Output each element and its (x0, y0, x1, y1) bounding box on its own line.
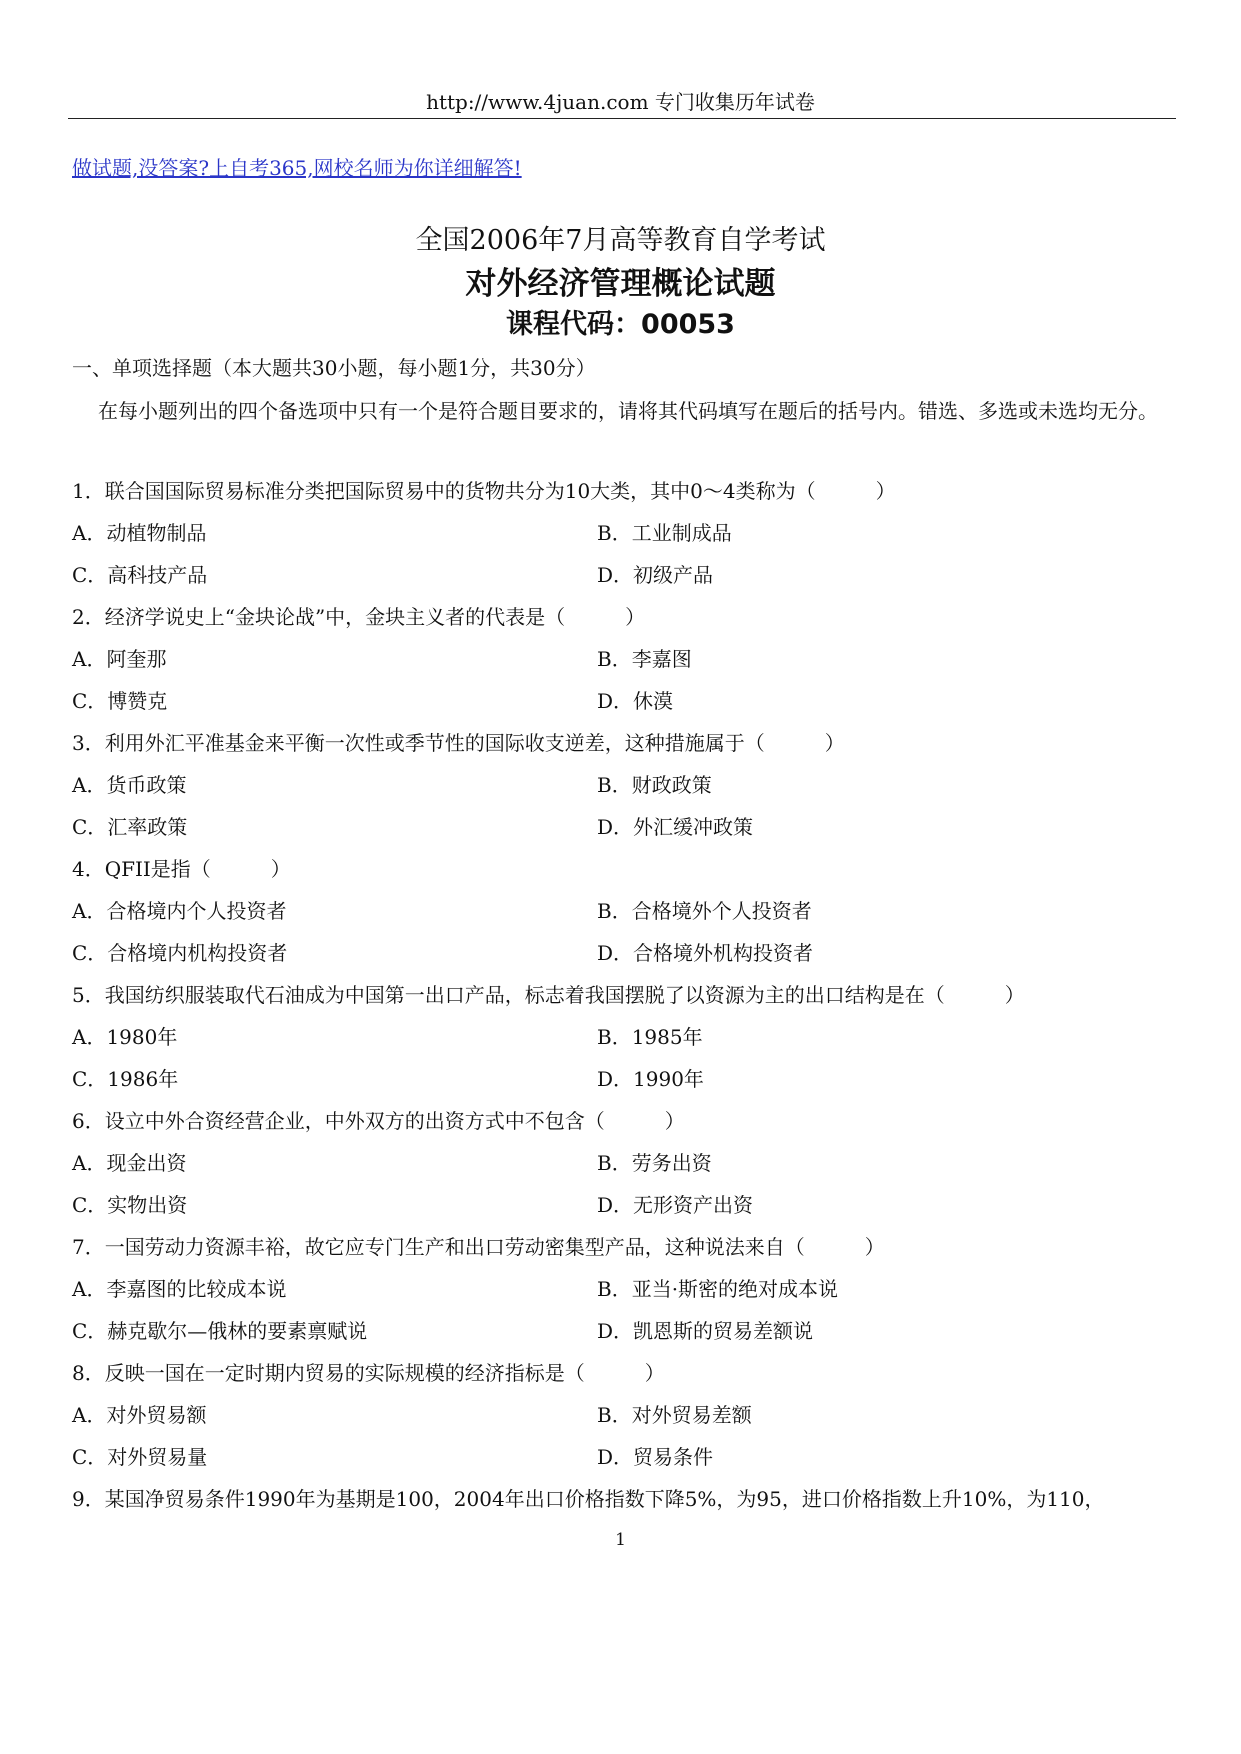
option-row (72, 512, 1182, 554)
option-a: A．合格境内个人投资者 (72, 899, 287, 923)
option-c: C．博赞克 (72, 689, 168, 713)
option-d: D．合格境外机构投资者 (597, 941, 814, 965)
option-a: A．现金出资 (72, 1151, 187, 1175)
option-d: D．1990年 (597, 1067, 704, 1091)
question-stem: 2．经济学说史上“金块论战”中，金块主义者的代表是（ ） (72, 605, 646, 629)
option-row (72, 1394, 1182, 1436)
option-c: C．1986年 (72, 1067, 179, 1091)
header-divider (68, 118, 1176, 119)
option-row (72, 890, 1182, 932)
option-row (72, 1142, 1182, 1184)
question-stem: 7．一国劳动力资源丰裕，故它应专门生产和出口劳动密集型产品，这种说法来自（ ） (72, 1235, 885, 1259)
section-instruction: 在每小题列出的四个备选项中只有一个是符合题目要求的，请将其代码填写在题后的括号内。错选、多选或未选均无分。 (98, 399, 1158, 423)
option-a: A．1980年 (72, 1025, 178, 1049)
option-a: A．货币政策 (72, 773, 187, 797)
option-b: B．财政政策 (597, 773, 712, 797)
option-c: C．合格境内机构投资者 (72, 941, 288, 965)
question-stem: 6．设立中外合资经营企业，中外双方的出资方式中不包含（ ） (72, 1109, 685, 1133)
question-stem: 9．某国净贸易条件1990年为基期是100，2004年出口价格指数下降5%，为95，进口价格指数上升10%，为110， (72, 1487, 1105, 1511)
option-b: B．1985年 (597, 1025, 703, 1049)
option-c: C．汇率政策 (72, 815, 188, 839)
option-d: D．初级产品 (597, 563, 714, 587)
option-a: A．阿奎那 (72, 647, 167, 671)
option-d: D．外汇缓冲政策 (597, 815, 754, 839)
option-c: C．对外贸易量 (72, 1445, 208, 1469)
option-row (72, 1058, 1182, 1100)
option-d: D．贸易条件 (597, 1445, 714, 1469)
option-b: B．对外贸易差额 (597, 1403, 752, 1427)
option-c: C．高科技产品 (72, 563, 208, 587)
question-stem: 1．联合国国际贸易标准分类把国际贸易中的货物共分为10大类，其中0～4类称为（ ） (72, 479, 896, 503)
question-list (72, 470, 1182, 1520)
option-b: B．亚当·斯密的绝对成本说 (597, 1277, 839, 1301)
option-a: A．李嘉图的比较成本说 (72, 1277, 287, 1301)
option-d: D．休漠 (597, 689, 674, 713)
option-row (72, 1268, 1182, 1310)
option-row (72, 1016, 1182, 1058)
option-b: B．工业制成品 (597, 521, 732, 545)
option-row (72, 764, 1182, 806)
course-code: 课程代码：00053 (506, 309, 735, 340)
page-header: http://www.4juan.com 专门收集历年试卷 (426, 90, 815, 114)
page-number: 1 (615, 1530, 626, 1550)
option-b: B．劳务出资 (597, 1151, 712, 1175)
option-row (72, 1436, 1182, 1478)
subject-title: 对外经济管理概论试题 (465, 266, 776, 302)
question-stem: 8．反映一国在一定时期内贸易的实际规模的经济指标是（ ） (72, 1361, 665, 1385)
option-a: A．动植物制品 (72, 521, 207, 545)
option-b: B．李嘉图 (597, 647, 692, 671)
question-stem: 3．利用外汇平准基金来平衡一次性或季节性的国际收支逆差，这种措施属于（ ） (72, 731, 845, 755)
option-a: A．对外贸易额 (72, 1403, 207, 1427)
option-b: B．合格境外个人投资者 (597, 899, 812, 923)
option-c: C．实物出资 (72, 1193, 188, 1217)
option-row (72, 680, 1182, 722)
option-c: C．赫克歇尔—俄林的要素禀赋说 (72, 1319, 368, 1343)
question-stem: 5．我国纺织服装取代石油成为中国第一出口产品，标志着我国摆脱了以资源为主的出口结构是在（ ） (72, 983, 1025, 1007)
exam-title: 全国2006年7月高等教育自学考试 (415, 225, 826, 256)
option-row (72, 1184, 1182, 1226)
question-stem: 4．QFII是指（ ） (72, 857, 291, 881)
section-title: 一、单项选择题（本大题共30小题，每小题1分，共30分） (72, 356, 596, 380)
option-d: D．凯恩斯的贸易差额说 (597, 1319, 814, 1343)
ad-link[interactable]: 做试题,没答案?上自考365,网校名师为你详细解答! (72, 156, 522, 180)
option-row (72, 554, 1182, 596)
option-row (72, 806, 1182, 848)
option-row (72, 932, 1182, 974)
option-row (72, 1310, 1182, 1352)
option-d: D．无形资产出资 (597, 1193, 754, 1217)
option-row (72, 638, 1182, 680)
